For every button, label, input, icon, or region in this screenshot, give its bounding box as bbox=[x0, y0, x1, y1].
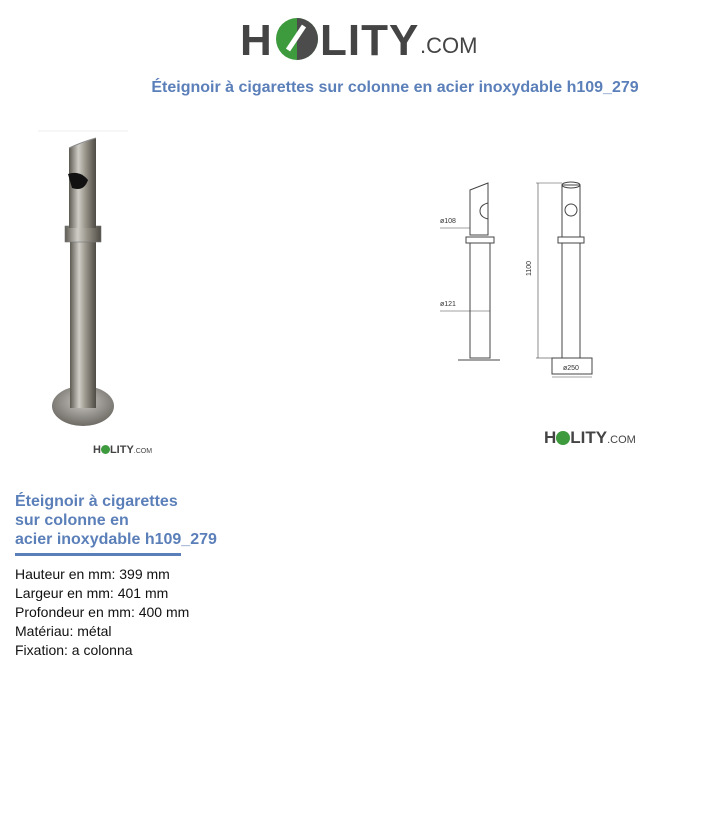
technical-drawing bbox=[430, 175, 620, 385]
spec-fixing: Fixation: a colonna bbox=[15, 642, 133, 658]
logo-suffix: LITY bbox=[570, 428, 608, 447]
spec-height: Hauteur en mm: 399 mm bbox=[15, 566, 170, 582]
product-name-line: acier inoxydable h109_279 bbox=[15, 531, 217, 548]
spec-depth: Profondeur en mm: 400 mm bbox=[15, 604, 190, 620]
logo-o-icon bbox=[101, 445, 110, 454]
holity-logo[interactable] bbox=[240, 10, 490, 70]
logo-o-icon bbox=[556, 431, 570, 445]
holity-logo-small-right[interactable] bbox=[544, 428, 654, 450]
logo-prefix: H bbox=[93, 444, 101, 456]
logo-domain: .COM bbox=[607, 434, 636, 446]
spec-material: Matériau: métal bbox=[15, 623, 112, 639]
product-name-line: Éteignoir à cigarettes bbox=[15, 493, 178, 510]
spec-list bbox=[15, 565, 189, 660]
logo-prefix: H bbox=[240, 16, 273, 65]
logo-prefix: H bbox=[544, 428, 557, 447]
page-title: Éteignoir à cigarettes sur colonne en acier inoxydable h109_279 bbox=[151, 79, 639, 96]
logo-suffix: LITY bbox=[320, 16, 420, 65]
spec-width: Largeur en mm: 401 mm bbox=[15, 585, 169, 601]
dim-mid-diameter: ø121 bbox=[440, 301, 456, 308]
product-name bbox=[15, 492, 255, 549]
dim-base-diameter: ø250 bbox=[563, 365, 579, 372]
logo-o-icon bbox=[274, 16, 320, 62]
logo-domain: .COM bbox=[133, 448, 153, 455]
title-underline bbox=[15, 553, 181, 556]
product-name-line: sur colonne en bbox=[15, 512, 129, 529]
product-photo bbox=[38, 128, 138, 458]
dim-top-diameter: ø108 bbox=[440, 218, 456, 225]
dim-height: 1100 bbox=[526, 260, 534, 277]
logo-suffix: LITY bbox=[109, 444, 134, 456]
logo-domain: .COM bbox=[420, 33, 478, 58]
holity-logo-small-left[interactable] bbox=[93, 440, 153, 456]
